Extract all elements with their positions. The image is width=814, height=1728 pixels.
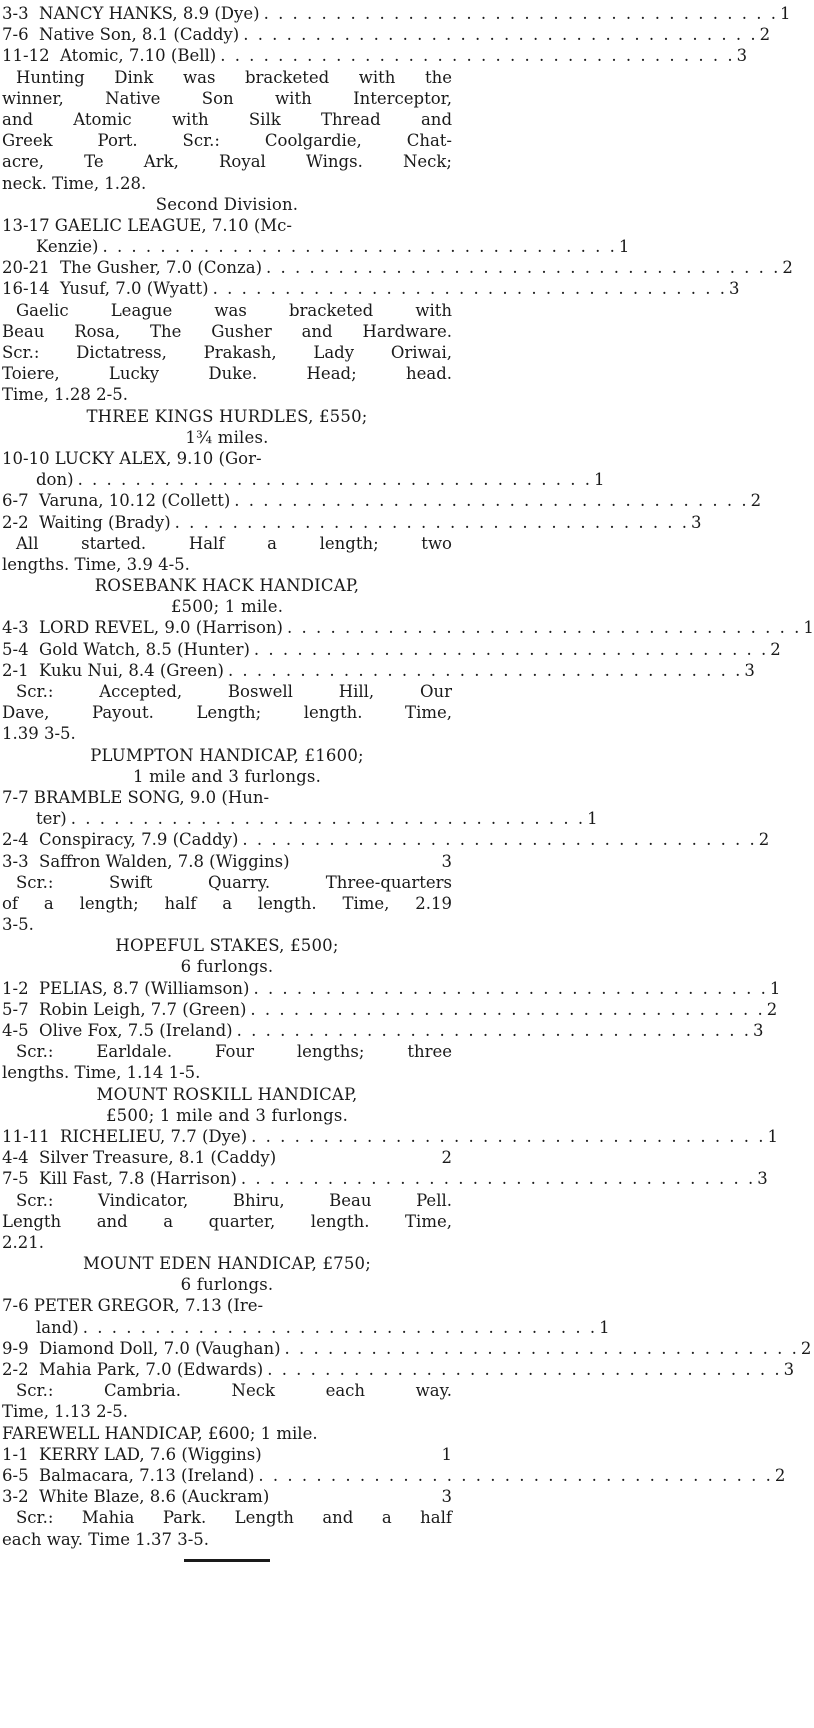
- placing-number: 1: [587, 809, 598, 829]
- placing-number: 2: [774, 1465, 786, 1485]
- result-line: [2, 1317, 610, 1338]
- placing-number: 1: [779, 4, 791, 23]
- horse-entry: 5-7 Robin Leigh, 7.7 (Green): [2, 999, 247, 1019]
- result-line: [2, 3, 791, 24]
- placing-number: 2: [770, 639, 781, 659]
- placing-number: 3: [757, 1169, 768, 1189]
- race-heading: 6 furlongs.: [180, 957, 274, 977]
- report-text-line: Scr.: Vindicator, Bhiru, Beau Pell.: [16, 1190, 452, 1210]
- result-line: [2, 829, 770, 850]
- placing-number: 3: [441, 851, 452, 871]
- result-line: [2, 617, 814, 638]
- report-text-line: each way. Time 1.37 3-5.: [2, 1529, 210, 1549]
- horse-entry: 4-4 Silver Treasure, 8.1 (Caddy): [2, 1148, 277, 1168]
- report-text-line: All started. Half a length; two: [16, 533, 452, 553]
- dot-leader: . . . . . . . . . . . . . . . . . . . . . . . . . . . . . . . . . . . .: [234, 491, 749, 511]
- race-heading: £500; 1 mile and 3 furlongs.: [105, 1105, 349, 1125]
- placing-number: 3: [441, 1487, 452, 1507]
- placing-number: 1: [441, 1444, 452, 1464]
- race-heading: £500; 1 mile.: [170, 597, 284, 617]
- result-line: [2, 24, 771, 45]
- dot-leader: . . . . . . . . . . . . . . . . . . . . . . . . . . . . . . . . . . . .: [212, 279, 728, 299]
- horse-entry: 20-21 The Gusher, 7.0 (Conza): [2, 258, 263, 278]
- result-line: [2, 1020, 764, 1041]
- placing-number: 3: [736, 46, 748, 66]
- horse-entry: 5-4 Gold Watch, 8.5 (Hunter): [2, 639, 250, 659]
- horse-entry: 16-14 Yusuf, 7.0 (Wyatt): [2, 279, 209, 299]
- report-text-line: 1.39 3-5.: [2, 724, 76, 744]
- report-text-line: 2.21.: [2, 1232, 44, 1252]
- horse-entry: 2-1 Kuku Nui, 8.4 (Green): [2, 660, 224, 680]
- placing-number: 3: [691, 512, 702, 532]
- horse-entry: 3-2 White Blaze, 8.6 (Auckram): [2, 1487, 270, 1507]
- result-line: [2, 1338, 812, 1359]
- horse-entry: 7-5 Kill Fast, 7.8 (Harrison): [2, 1169, 237, 1189]
- placing-number: 2: [800, 1338, 812, 1358]
- placing-number: 1: [599, 1317, 610, 1337]
- dot-leader: [262, 1444, 440, 1465]
- result-line: [2, 1126, 779, 1147]
- placing-number: 2: [759, 25, 771, 45]
- dot-leader: . . . . . . . . . . . . . . . . . . . . . . . . . . . . . . . . . . . .: [82, 1317, 598, 1337]
- race-heading: PLUMPTON HANDICAP, £1600;: [90, 745, 364, 765]
- result-line: [2, 257, 793, 278]
- report-text-line: Scr.: Accepted, Boswell Hill, Our: [16, 682, 452, 701]
- race-heading: HOPEFUL STAKES, £500;: [115, 936, 339, 956]
- placing-number: 1: [618, 237, 630, 257]
- report-text-line: Greek Port. Scr.: Coolgardie, Chat-: [2, 131, 452, 151]
- dot-leader: [276, 1147, 439, 1168]
- horse-entry: 2-2 Mahia Park, 7.0 (Edwards): [2, 1360, 264, 1379]
- horse-entry: 6-5 Balmacara, 7.13 (Ireland): [2, 1465, 255, 1485]
- report-text-line: Hunting Dink was bracketed with the: [16, 67, 452, 87]
- result-line: [2, 1168, 768, 1189]
- horse-entry: 4-5 Olive Fox, 7.5 (Ireland): [2, 1021, 233, 1040]
- dot-leader: . . . . . . . . . . . . . . . . . . . . . . . . . . . . . . . . . . . .: [263, 4, 778, 23]
- report-text-line: Gaelic League was bracketed with: [16, 300, 452, 320]
- horse-entry: 2-4 Conspiracy, 7.9 (Caddy): [2, 830, 239, 850]
- dot-leader: . . . . . . . . . . . . . . . . . . . . . . . . . . . . . . . . . . . .: [267, 1360, 782, 1379]
- placing-number: 2: [750, 491, 762, 511]
- result-line: [2, 278, 740, 299]
- report-text-line: Scr.: Earldale. Four lengths; three: [16, 1042, 452, 1062]
- dot-leader: . . . . . . . . . . . . . . . . . . . . . . . . . . . . . . . . . . . .: [253, 639, 769, 659]
- result-line: [2, 808, 598, 829]
- placing-number: 2: [758, 830, 770, 850]
- report-text-line: acre, Te Ark, Royal Wings. Neck;: [2, 152, 452, 172]
- dot-leader: . . . . . . . . . . . . . . . . . . . . . . . . . . . . . . . . . . . .: [258, 1465, 773, 1485]
- dot-leader: . . . . . . . . . . . . . . . . . . . . . . . . . . . . . . . . . . . .: [286, 618, 802, 638]
- horse-entry: 11-11 RICHELIEU, 7.7 (Dye): [2, 1126, 248, 1146]
- report-text-line: Toiere, Lucky Duke. Head; head.: [2, 364, 452, 384]
- result-line: [2, 490, 762, 511]
- dot-leader: . . . . . . . . . . . . . . . . . . . . . . . . . . . . . . . . . . . .: [250, 999, 765, 1019]
- placing-number: 3: [783, 1360, 795, 1379]
- report-text-line: 3-5.: [2, 915, 34, 935]
- horse-entry: 4-3 LORD REVEL, 9.0 (Harrison): [2, 618, 283, 638]
- result-line: [2, 469, 605, 490]
- report-text-line: Time, 1.13 2-5.: [2, 1402, 128, 1422]
- horse-entry: 1-2 PELIAS, 8.7 (Williamson): [2, 978, 250, 998]
- end-rule: [184, 1559, 270, 1562]
- placing-number: 1: [593, 470, 605, 490]
- result-line: [2, 639, 781, 660]
- placing-number: 2: [782, 258, 793, 278]
- result-line: [2, 999, 778, 1020]
- dot-leader: [269, 1486, 439, 1507]
- dot-leader: . . . . . . . . . . . . . . . . . . . . . . . . . . . . . . . . . . . .: [227, 660, 743, 680]
- result-line: [2, 660, 755, 681]
- dot-leader: . . . . . . . . . . . . . . . . . . . . . . . . . . . . . . . . . . . .: [102, 237, 617, 257]
- result-line: [2, 45, 748, 66]
- placing-number: 1: [767, 1126, 779, 1146]
- result-line: [2, 512, 702, 533]
- placing-number: 3: [752, 1021, 764, 1040]
- race-heading: MOUNT EDEN HANDICAP, £750;: [82, 1254, 372, 1274]
- report-text-line: Beau Rosa, The Gusher and Hardware.: [2, 321, 452, 341]
- report-text-line: FAREWELL HANDICAP, £600; 1 mile.: [2, 1423, 318, 1443]
- report-text-line: Length and a quarter, length. Time,: [2, 1211, 452, 1231]
- report-text-line: Time, 1.28 2-5.: [2, 385, 128, 405]
- horse-entry: Kenzie): [36, 237, 99, 257]
- report-text-line: 10-10 LUCKY ALEX, 9.10 (Gor-: [2, 448, 262, 468]
- horse-entry: 1-1 KERRY LAD, 7.6 (Wiggins): [2, 1444, 262, 1464]
- report-text-line: 7-6 PETER GREGOR, 7.13 (Ire-: [2, 1296, 264, 1316]
- dot-leader: . . . . . . . . . . . . . . . . . . . . . . . . . . . . . . . . . . . .: [240, 1169, 756, 1189]
- placing-number: 1: [769, 978, 781, 998]
- report-text-line: Scr.: Dictatress, Prakash, Lady Oriwai,: [2, 343, 452, 362]
- report-text-line: and Atomic with Silk Thread and: [2, 109, 452, 129]
- placing-number: 2: [766, 999, 778, 1019]
- race-heading: MOUNT ROSKILL HANDICAP,: [96, 1084, 358, 1104]
- report-text-line: Scr.: Cambria. Neck each way.: [16, 1381, 452, 1401]
- dot-leader: . . . . . . . . . . . . . . . . . . . . . . . . . . . . . . . . . . . .: [251, 1126, 766, 1146]
- race-heading: 1¾ miles.: [185, 427, 269, 447]
- result-line: [2, 1465, 786, 1486]
- placing-number: 3: [729, 279, 740, 299]
- race-heading: 6 furlongs.: [180, 1275, 274, 1295]
- horse-entry: 11-12 Atomic, 7.10 (Bell): [2, 46, 217, 66]
- dot-leader: . . . . . . . . . . . . . . . . . . . . . . . . . . . . . . . . . . . .: [242, 830, 757, 850]
- placing-number: 1: [803, 618, 814, 638]
- horse-entry: don): [36, 470, 74, 490]
- dot-leader: . . . . . . . . . . . . . . . . . . . . . . . . . . . . . . . . . . . .: [253, 978, 768, 998]
- horse-entry: 3-3 NANCY HANKS, 8.9 (Dye): [2, 4, 260, 23]
- race-heading: THREE KINGS HURDLES, £550;: [86, 406, 368, 426]
- dot-leader: . . . . . . . . . . . . . . . . . . . . . . . . . . . . . . . . . . . .: [70, 809, 586, 829]
- race-heading: 1 mile and 3 furlongs.: [132, 766, 322, 786]
- result-line: [2, 236, 630, 257]
- dot-leader: . . . . . . . . . . . . . . . . . . . . . . . . . . . . . . . . . . . .: [266, 258, 781, 278]
- result-line: [2, 1359, 795, 1380]
- result-line: [2, 1486, 452, 1507]
- report-text-line: winner, Native Son with Interceptor,: [2, 88, 452, 108]
- report-text-line: lengths. Time, 3.9 4-5.: [2, 554, 190, 574]
- report-text-line: 13-17 GAELIC LEAGUE, 7.10 (Mc-: [2, 215, 292, 235]
- placing-number: 3: [744, 660, 755, 680]
- dot-leader: . . . . . . . . . . . . . . . . . . . . . . . . . . . . . . . . . . . .: [174, 512, 690, 532]
- race-heading: Second Division.: [155, 194, 299, 214]
- horse-entry: 2-2 Waiting (Brady): [2, 512, 171, 532]
- horse-entry: 3-3 Saffron Walden, 7.8 (Wiggins): [2, 851, 290, 871]
- report-text-line: 7-7 BRAMBLE SONG, 9.0 (Hun-: [2, 787, 270, 807]
- horse-entry: land): [36, 1317, 79, 1337]
- dot-leader: . . . . . . . . . . . . . . . . . . . . . . . . . . . . . . . . . . . .: [220, 46, 735, 66]
- report-text-line: neck. Time, 1.28.: [2, 173, 147, 193]
- report-text-line: Scr.: Mahia Park. Length and a half: [16, 1508, 452, 1528]
- result-line: [2, 851, 452, 872]
- result-line: [2, 1147, 452, 1168]
- dot-leader: [290, 851, 440, 872]
- dot-leader: . . . . . . . . . . . . . . . . . . . . . . . . . . . . . . . . . . . .: [284, 1338, 799, 1358]
- horse-entry: 6-7 Varuna, 10.12 (Collett): [2, 491, 231, 511]
- report-text-line: Scr.: Swift Quarry. Three-quarters: [16, 872, 452, 892]
- horse-entry: 9-9 Diamond Doll, 7.0 (Vaughan): [2, 1338, 281, 1358]
- dot-leader: . . . . . . . . . . . . . . . . . . . . . . . . . . . . . . . . . . . .: [243, 25, 758, 45]
- dot-leader: . . . . . . . . . . . . . . . . . . . . . . . . . . . . . . . . . . . .: [236, 1021, 751, 1040]
- report-text-line: lengths. Time, 1.14 1-5.: [2, 1063, 201, 1083]
- result-line: [2, 1444, 452, 1465]
- race-heading: ROSEBANK HACK HANDICAP,: [94, 576, 360, 596]
- placing-number: 2: [441, 1148, 452, 1168]
- result-line: [2, 978, 781, 999]
- report-text-line: Dave, Payout. Length; length. Time,: [2, 703, 452, 723]
- horse-entry: 7-6 Native Son, 8.1 (Caddy): [2, 25, 240, 45]
- dot-leader: . . . . . . . . . . . . . . . . . . . . . . . . . . . . . . . . . . . .: [77, 470, 592, 490]
- horse-entry: ter): [36, 809, 67, 829]
- report-text-line: of a length; half a length. Time, 2.19: [2, 893, 452, 913]
